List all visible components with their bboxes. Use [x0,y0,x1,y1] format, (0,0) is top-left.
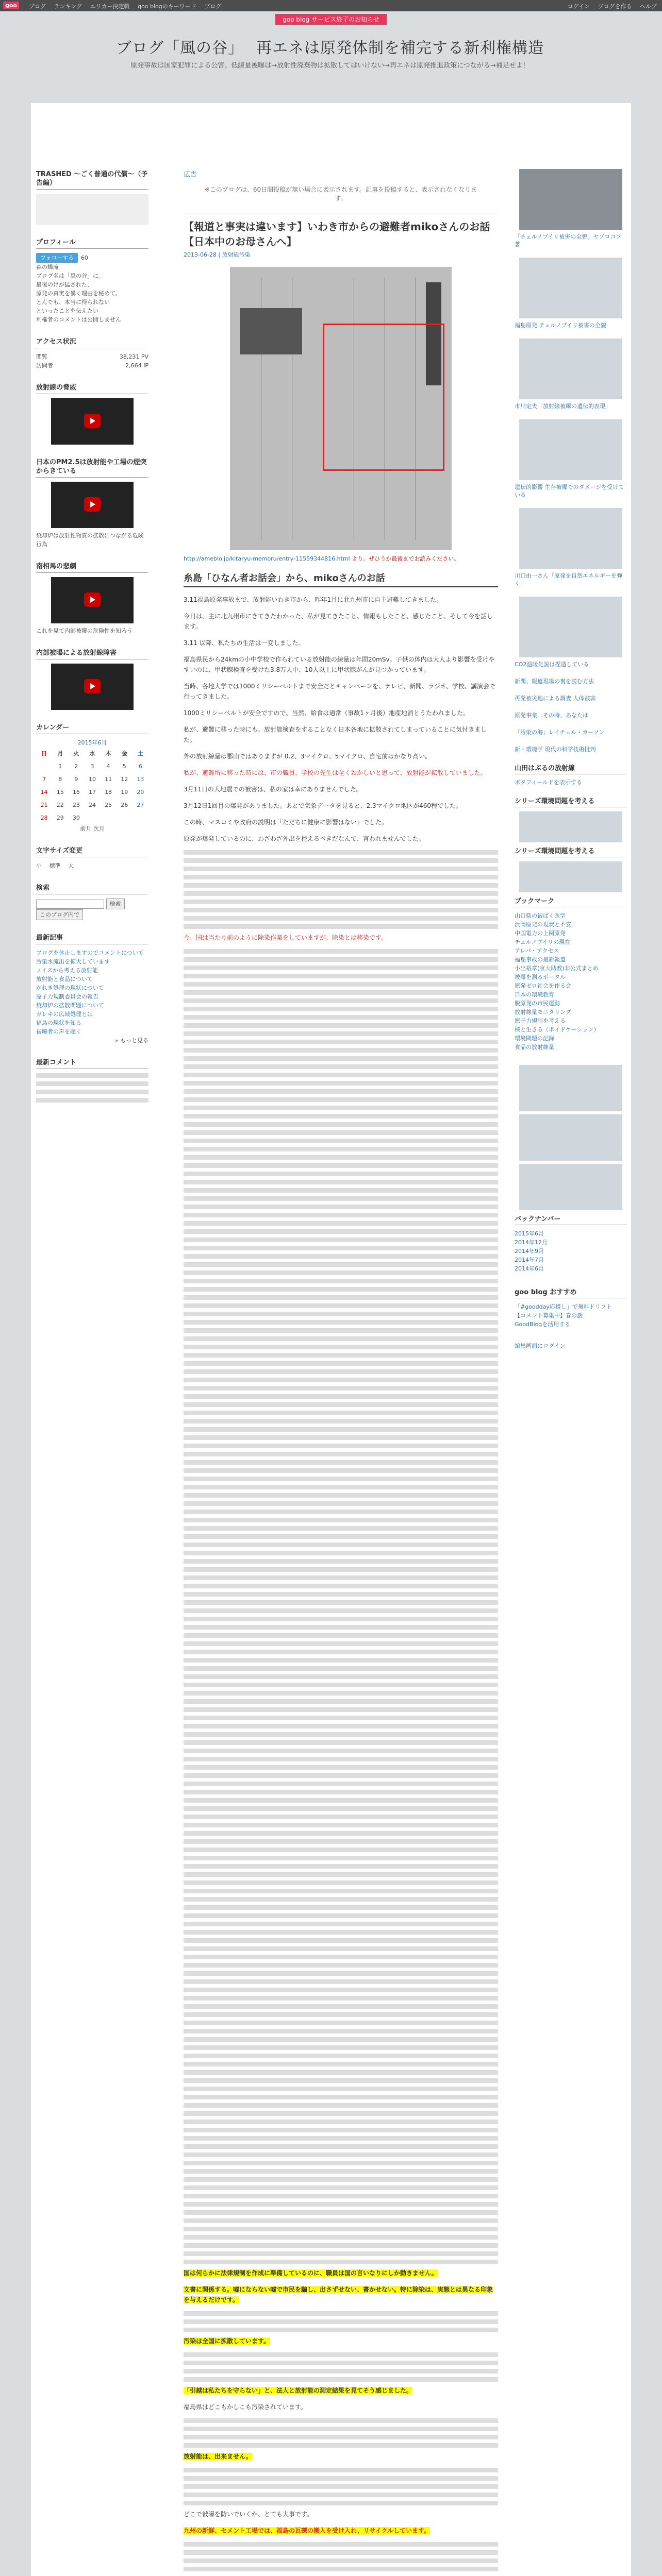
service-notice-link[interactable]: goo blog サービス終了のお知らせ [275,14,386,25]
calendar-day: 8 [58,776,62,783]
highlighted-text: 汚染は全国に拡散しています。 [184,2337,270,2345]
profile-line: とんでも、本当に得られない [36,299,110,306]
goo-recommend-heading: goo blog おすすめ [515,1286,627,1298]
article-paragraph: 3月12日1回目の爆発がありました。あとで気象データを見ると、2.3マイクロ地区が460程でした。 [184,802,462,809]
bookmark-link[interactable]: 原子力規制を考える [515,1018,566,1024]
series-image[interactable] [519,861,622,892]
series-image[interactable] [519,811,622,842]
bookmark-link[interactable]: アレバ・アクセス [515,947,559,954]
profile-heading: プロフィール [36,238,148,249]
more-link[interactable]: » もっと見る [114,1037,148,1044]
series-heading: シリーズ環境問題を考える [515,845,627,857]
blog-name[interactable]: ブログ「風の谷」 [116,39,244,57]
main-article [184,169,498,2576]
highlighted-text: 「引越は私たちを守らない」と、法人と放射能の測定結果を見てそう感じました。 [184,2387,413,2394]
category-heading: 山田はぶるの放射線 [515,762,627,774]
calendar-prev[interactable]: 前月 [80,825,92,832]
play-icon [84,497,101,512]
recent-item[interactable]: 被曝者の声を聴く [36,1028,81,1035]
video-thumbnail[interactable] [51,577,134,623]
video-heading: 日本のPM2.5は放射能や工場の煙突からきている [36,458,148,478]
blog-title[interactable] [72,35,588,58]
book-link[interactable]: 遺伝的影響 生存被曝でのダメージを受けている [515,484,624,498]
recent-item[interactable]: 原子力規制委員会の報告 [36,993,98,1000]
highlighted-text: 国は何らかに法律規制を作成に準備しているのに、職員は国の言いなりにしか動きません。 [184,2269,438,2277]
calendar-day: 5 [122,763,126,770]
article-paragraph: どこで被曝を防いでいくか、とても大事です。 [184,2511,313,2518]
highlighted-text: 文書に関係する。嘘にならない嘘で市民を騙し、出さずせない、書かせない。特に除染は、実態とは異なる印象を与えるだけです。 [184,2286,493,2303]
trashed-heading[interactable]: TRASHED ～ごく普通の代償～（予告編） [36,170,148,190]
article-paragraph: 3.11 以降、私たちの生活は一変しました。 [184,639,305,647]
calendar-next[interactable]: 次月 [93,825,105,832]
goo-recommend-link[interactable]: 「#goodday応援し」で無料ドリフト [515,1303,612,1310]
article-paragraph: この時、マスコミや政府の説明は『ただちに健康に影響はない』でした。 [184,819,388,826]
access-block [36,337,148,370]
recent-heading: 最新記事 [36,934,148,944]
topbar-link[interactable]: ブログ [29,3,46,10]
book-image[interactable] [519,338,622,399]
play-icon [84,592,101,607]
book-link[interactable]: 「チェルノブイリ被害の全貌」ヤブロコフ著 [515,233,622,248]
bookmark-link[interactable]: 被曝を測るポータル [515,974,566,980]
weekday: 金 [121,750,127,757]
recent-item[interactable]: ガレキの広域処理とは [36,1011,93,1018]
calendar-day [133,811,148,824]
article-paragraph: 3月11日の大地震での被害は、私の家は幸にありませんでした。 [184,786,362,793]
profile-line: 原発の真実を暴く理由を秘めて。 [36,290,121,297]
topbar-links [29,2,227,10]
article-paragraph: 福島県はどこもかしこも汚染されています。 [184,2403,307,2411]
video-thumbnail[interactable] [51,664,134,710]
profile-line: といったことを伝えたい [36,308,98,314]
highlighted-text: 放射能は、出来ません。 [184,2453,252,2460]
calendar-day: 19 [121,789,128,795]
weekday: 火 [73,750,79,757]
post-title[interactable]: 【報道と事実は違います】いわき市からの避難者mikoさんのお話 【日本中のお母さんへ】 [184,213,498,248]
video-block [36,649,148,710]
article-paragraph: 今日は、主に北九州市にきてきたわかった、私が見てきたこと、情報もしたこと、感じたこと、そして今を話します。 [184,613,493,630]
calendar-day: 28 [40,815,48,821]
calendar-day: 20 [137,789,144,795]
access-heading: アクセス状況 [36,337,148,348]
recent-item[interactable]: 放射能と食品について [36,976,93,982]
goo-recommend-link[interactable]: 【コメント募集中】春の話 [515,1312,583,1319]
search-heading: 検索 [36,884,148,894]
help-link[interactable]: ヘルプ [640,3,657,10]
highlighted-text: 九州の新鮮、セメント工場では、福島の瓦礫の搬入を受け入れ、リサイクルしています。 [184,2527,431,2534]
font-small[interactable]: 小 [36,862,42,869]
weekday: 月 [57,750,63,757]
bookmark-link[interactable]: 山口県の被ばく医学 [515,912,566,919]
calendar-day: 23 [72,802,80,808]
calendar-day: 4 [106,763,110,770]
right-sidebar [515,169,627,1359]
font-normal[interactable]: 標準 [49,862,61,869]
backnumber-heading: バックナンバー [515,1213,627,1225]
video-heading: 南相馬の悲劇 [36,562,148,573]
video-block [36,383,148,445]
inactive-notice: ※このブログは、60日間投稿が無い場合に表示されます。記事を投稿すると、表示されなくなります。 [204,186,477,202]
calendar-day: 13 [137,776,144,783]
calendar-table [36,747,148,824]
login-link[interactable]: ログイン [567,3,590,10]
book-image[interactable] [519,597,622,657]
topbar-link[interactable]: goo blogのキーワード [138,3,196,10]
access-label: 閲覧 [36,353,47,360]
calendar-day: 29 [56,815,64,821]
book-link[interactable]: 新・環境学 現代の科学技術批判 [515,746,596,753]
banner-image[interactable] [519,1164,622,1210]
recent-item[interactable]: 汚染水流出を拡大しています [36,958,110,965]
article-paragraph: 私が、避難に移った時にも、放射能検査をすることなく日本各地に拡散されてしまっていることに気付きました。 [184,726,487,743]
calendar-day: 10 [88,776,96,783]
video-caption: 焼却炉は放射性物質の拡散につながる危険行為 [36,532,144,548]
search-input[interactable] [36,900,104,909]
book-link[interactable]: 新聞、報道現場の裏を読む方法 [515,678,594,685]
follow-button[interactable]: フォローする [36,253,78,263]
play-icon [84,414,101,428]
book-link[interactable]: 市川定夫「放射線被曝の遺伝的表現」 [515,403,611,410]
calendar-month: 2015年6月 [77,739,107,746]
bookmark-link[interactable]: 浜岡原発の現状と不安 [515,921,571,928]
calendar-day: 7 [42,776,46,783]
follower-count: 60 [80,255,88,261]
calendar-day: 14 [40,789,48,795]
calendar-day: 27 [137,802,144,808]
calendar-day [84,811,100,824]
bookmark-heading: ブックマーク [515,895,627,907]
blog-description: 原発事故は国家犯罪による公害。低線量被曝は→放射性廃棄物は拡散してはいけない→再エネは原発推進政策につながる→補足せよ！ [130,62,529,70]
bookmark-link[interactable]: 小出裕章(京大助教)非公式まとめ [515,965,599,972]
book-link[interactable]: CO2温暖化説は捏造している [515,661,589,668]
access-value: 2,664 IP [125,362,148,369]
calendar-day: 12 [121,776,128,783]
play-icon [84,679,101,693]
banner-image[interactable] [519,1065,622,1111]
weekday: 木 [105,750,111,757]
recent-comments [36,1058,148,1103]
weekday: 土 [137,750,143,757]
source-link[interactable]: http://ameblo.jp/kitaryu-memoru/entry-11559344816.html [184,555,350,562]
book-image[interactable] [519,169,622,230]
recent-item[interactable]: 福島の現状を知る [36,1020,81,1026]
recent-item[interactable]: ブログを休止しますのでコメントについて [36,950,144,956]
video-caption[interactable]: これを見て内部被曝の危険性を知ろう [36,628,133,634]
font-size-block [36,846,148,870]
backnumber-link[interactable]: 2015年6月 [515,1230,544,1237]
video-heading: 放射線の脅威 [36,383,148,394]
left-sidebar [36,170,148,1116]
comments-heading: 最新コメント [36,1058,148,1069]
calendar-day [101,811,117,824]
calendar-day: 17 [88,789,96,795]
calendar-day: 18 [105,789,112,795]
book-link[interactable]: 再発被災地による調査 人体被害 [515,695,596,702]
calendar-day: 2 [74,763,78,770]
backnumber-link[interactable]: 2014年9月 [515,1248,544,1255]
article-paragraph: 福島県民から24kmの小中学校で作られている放射能の線量は年間20mSv。子供の体内は大人より影響を受けやすいのに、甲状腺検査を受けた3.8万人中、10人以上に甲状腺がんが見つかっています。 [184,656,495,673]
category-link[interactable]: ボタフィールドを表示する [515,779,582,786]
bookmark-link[interactable]: 中国電力の上関原発 [515,930,566,937]
calendar-day: 25 [105,802,112,808]
backnumber-link[interactable]: 2014年7月 [515,1257,544,1263]
video-block [36,562,148,635]
video-thumbnail[interactable] [51,398,134,445]
calendar-day: 24 [88,802,96,808]
goo-recommend-link[interactable]: GoodBlogを活用する [515,1321,571,1328]
newspaper-image [230,267,452,550]
content-wrap [31,103,631,2576]
banner-image[interactable] [519,1114,622,1161]
calendar-day: 22 [56,802,64,808]
calendar-heading: カレンダー [36,723,148,734]
font-large[interactable]: 大 [68,862,74,869]
recent-posts [36,934,148,1045]
access-value: 38,231 PV [119,353,148,360]
access-label: 訪問者 [36,362,53,369]
post-date[interactable]: 2013-06-28 | 放射能汚染 [184,251,251,258]
calendar-day [117,811,133,824]
topbar-link[interactable]: エリカー決定戦 [90,3,130,10]
search-button[interactable]: 検索 [106,899,125,909]
service-notice [0,11,662,26]
calendar-day: 26 [121,802,128,808]
profile-line: 最後のけが猛された、 [36,281,93,288]
recent-item[interactable]: ノイズから考える放射能 [36,967,98,974]
article-paragraph: 1000ミリシーベルトが安全ですので、当然、給食は通常（事故1ヶ月後）地産地消とうたわれました。 [184,709,469,717]
topbar-link[interactable]: ランキング [54,3,82,10]
article-paragraph: 3.11福島原発事故まで、放射能いわき市から、昨年1月に北九州市に自主避難してきました。 [184,596,443,603]
profile-name[interactable]: 森の蝶庵 [36,264,59,270]
bookmark-link[interactable]: チェルノブイリの現在 [515,939,571,945]
topbar-right [561,2,657,10]
search-block [36,884,148,920]
blog-header [0,26,662,103]
top-bar [0,0,662,11]
calendar-day: 9 [74,776,78,783]
bookmark-link[interactable]: 原発ゼロ社会を作る会 [515,982,571,989]
article-paragraph: 原発が爆発しているのに、わざわざ外出を控えるべきだなんて、言われませんでした。 [184,835,425,842]
weekday: 水 [89,750,95,757]
blog-subtitle: 再エネは原発体制を補完する新利権構造 [256,39,544,57]
bookmark-link[interactable]: 脱原発の市民運動 [515,1000,560,1007]
ad-label: 広告 [184,171,197,179]
calendar-day: 30 [72,815,80,821]
calendar-day: 11 [105,776,112,783]
book-link[interactable]: 原発事業…その時、あなたは [515,712,588,719]
profile-line: 利権者のコメントは公開しません [36,316,121,323]
calendar-day: 3 [90,763,94,770]
calendar-day: 21 [40,802,48,808]
recent-item[interactable]: 焼却炉の拡散問題について [36,1002,104,1009]
section-heading: 糸島「ひなん者お話会」から、mikoさんのお話 [184,571,498,587]
bookmark-link[interactable]: 福島事故の最新報道 [515,956,566,963]
weekday: 日 [41,750,47,757]
calendar-day: 1 [58,763,62,770]
recent-item[interactable]: がれき処理の現状について [36,985,104,991]
trashed-banner[interactable] [36,194,148,225]
book-link[interactable]: 川口由一さん「原発を自然エネルギーを弾く」 [515,572,622,587]
calendar-day: 6 [138,763,142,770]
article-highlight: 私が、避難所に移った時には、市の職員、学校の先生は全くおかしいと思って、放射能が拡散していました。 [184,769,487,776]
bookmark-link[interactable]: 食品の放射線量 [515,1044,554,1050]
video-block [36,458,148,549]
article-paragraph: 当時、各地大学では1000ミリシーベルトまで安全だとキャンペーンを、テレビ、新聞、ラジオ、学校、講演会で行ってきました。 [184,683,495,700]
bookmark-link[interactable]: 日本の環境教育 [515,991,554,998]
video-thumbnail[interactable] [51,482,134,528]
goo-logo[interactable]: goo [3,2,19,9]
bookmark-link[interactable]: 放射線量モニタリング [515,1009,571,1015]
video-heading: 内部被曝による放射線障害 [36,649,148,659]
calendar-day [36,760,52,773]
book-link[interactable]: 福島原発 チェルノブイリ被害の全貌 [515,322,606,329]
font-size-heading: 文字サイズ変更 [36,846,148,857]
profile-block [36,238,148,324]
backnumber-link[interactable]: 2014年12月 [515,1239,548,1246]
article-highlight: 今、国は当たり前のように除染作業をしていますが、除染とは移染です。 [184,934,388,941]
search-scope-select[interactable]: このブログ内で [36,909,83,920]
calendar-day: 15 [56,789,64,795]
bookmark-link[interactable]: 環境問題の記録 [515,1035,554,1042]
create-blog-link[interactable]: ブログを作る [598,3,632,10]
series-heading: シリーズ環境問題を考える [515,795,627,807]
article-paragraph: 外の放射線量は郡山ではありますが 0.2、3マイクロ、5マイクロ、自宅前はかなり高い。 [184,753,432,760]
book-image[interactable] [519,508,622,569]
topbar-link[interactable]: ブログ [204,3,222,10]
calendar-day: 16 [72,789,80,795]
backnumber-link[interactable]: 2014年6月 [515,1265,544,1272]
book-image[interactable] [519,419,622,480]
edit-login-link[interactable]: 編集画面にログイン [515,1343,566,1349]
book-image[interactable] [519,258,622,318]
bookmark-link[interactable]: 核と生きる（ポイドケーション） [515,1026,600,1033]
calendar-block [36,723,148,833]
book-link[interactable]: 「汚染の海」レイチェル・カーソン [515,729,605,736]
source-note: より。ぜひうか最後までお読みください。 [352,555,460,562]
profile-line: ブログ名は「風の谷」に。 [36,273,104,279]
